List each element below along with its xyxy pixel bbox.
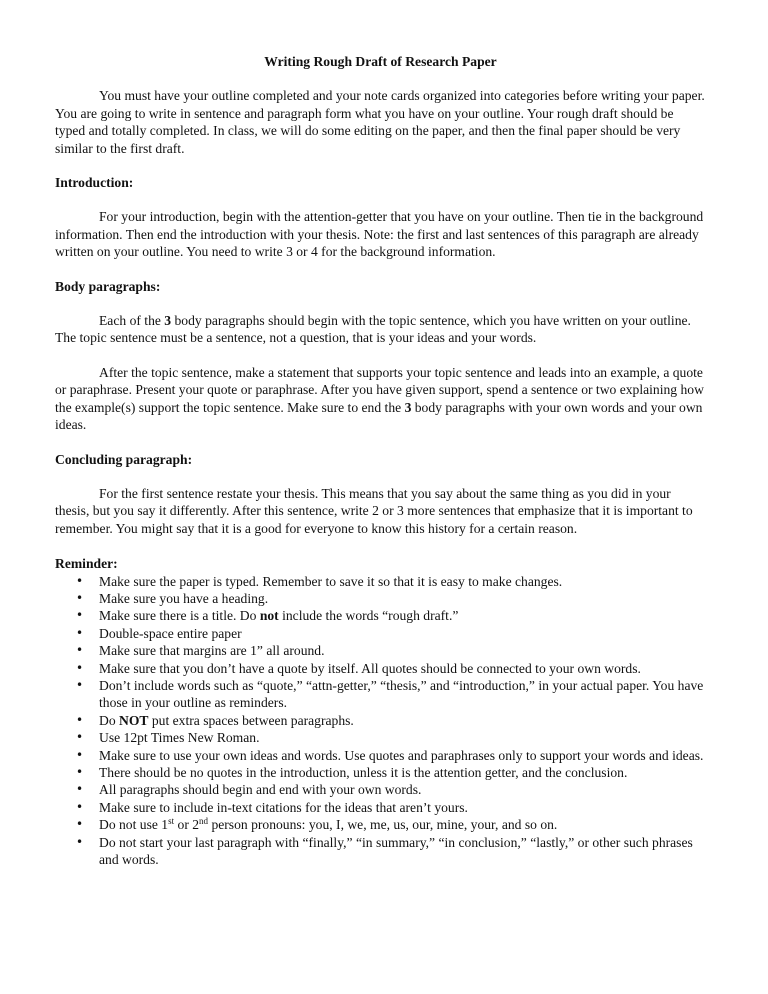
reminder-item-text: put extra spaces between paragraphs. — [148, 712, 354, 728]
reminder-item-text: Do not start your last paragraph with “finally,” “in summary,” “in conclusion,” “lastly,” or other such phrases and words. — [99, 834, 693, 868]
body-paragraph-1 — [55, 312, 706, 347]
bullet-icon: • — [76, 712, 84, 727]
reminder-item-emphasis: NOT — [119, 712, 149, 728]
intro-paragraph: You must have your outline completed and your note cards organized into categories before writing your paper. You are going to write in sentence and paragraph form what you have on your outline. Your rough draft should be typed and totally completed. In class, we will do some editing on the paper, and then the final paper should be very similar to the first draft. — [55, 88, 705, 156]
reminder-item — [55, 660, 706, 677]
bullet-icon: • — [76, 834, 84, 849]
bullet-icon: • — [76, 660, 84, 675]
reminder-item-text: All paragraphs should begin and end with your own words. — [99, 782, 422, 798]
reminder-item — [55, 816, 706, 833]
reminder-item-text: Use 12pt Times New Roman. — [99, 730, 260, 746]
bullet-icon: • — [76, 782, 84, 797]
reminder-item — [55, 712, 706, 729]
bullet-icon: • — [76, 747, 84, 762]
reminder-item — [55, 799, 706, 816]
body-p1-bold: 3 — [164, 313, 172, 329]
reminder-item — [55, 729, 706, 746]
reminder-item-text: include the words “rough draft.” — [278, 608, 459, 624]
reminder-item — [55, 677, 706, 712]
bullet-icon: • — [76, 677, 84, 692]
reminder-item-text: Double-space entire paper — [99, 625, 242, 641]
concluding-heading: Concluding paragraph: — [55, 451, 193, 467]
reminder-item — [55, 747, 706, 764]
reminder-item — [55, 625, 706, 642]
reminder-item-text: Don’t include words such as “quote,” “attn-getter,” “thesis,” and “introduction,” in your actual paper. You have those in your outline as reminders. — [99, 677, 704, 711]
reminder-item — [55, 764, 706, 781]
bullet-icon: • — [76, 573, 84, 588]
bullet-icon: • — [76, 590, 84, 605]
reminder-item-text: Do not use 1 — [99, 817, 169, 833]
reminder-item — [55, 590, 706, 607]
reminder-item — [55, 781, 706, 798]
bullet-icon: • — [76, 643, 84, 658]
bullet-icon: • — [76, 765, 84, 779]
reminder-item — [55, 573, 706, 590]
reminder-item-text: Make sure there is a title. Do — [99, 608, 260, 624]
reminder-list — [55, 573, 706, 869]
body-p1-text-a: Each of the — [99, 313, 165, 329]
reminder-item-text: Make sure the paper is typed. Remember to save it so that it is easy to make changes. — [99, 573, 563, 589]
reminder-item-superscript: st — [168, 816, 175, 827]
bullet-icon: • — [76, 799, 84, 814]
bullet-icon: • — [76, 730, 84, 745]
bullet-icon: • — [76, 608, 84, 623]
reminder-item-superscript: nd — [199, 816, 209, 827]
reminder-item-text: Do — [99, 712, 120, 728]
reminder-item-text: Make sure to use your own ideas and words. Use quotes and paraphrases only to support your words and ideas. — [99, 747, 704, 763]
introduction-heading: Introduction: — [55, 175, 134, 191]
reminder-item-text: There should be no quotes in the introduction, unless it is the attention getter, and the conclusion. — [99, 765, 628, 780]
reminder-item-text: Make sure you have a heading. — [99, 590, 269, 606]
body-paragraph-2 — [55, 364, 706, 434]
concluding-paragraph: For the first sentence restate your thesis. This means that you say about the same thing as you did in your thesis, but you say it differently. After this sentence, write 2 or 3 more sentences that emphasize that it is important to remember. You might say that it is a good for everyone to know this history for a certain reason. — [55, 485, 693, 536]
reminder-item — [55, 607, 706, 624]
body-paragraphs-heading: Body paragraphs: — [55, 278, 161, 294]
bullet-icon: • — [76, 817, 84, 832]
reminder-item-emphasis: not — [259, 608, 279, 624]
reminder-item-text: Make sure to include in-text citations for the ideas that aren’t yours. — [99, 799, 468, 815]
reminder-item — [55, 642, 706, 659]
reminder-item-text: Make sure that margins are 1” all around. — [99, 643, 325, 659]
introduction-paragraph: For your introduction, begin with the attention-getter that you have on your outline. Then tie in the background information. Then end the introduction with your thesis. Note: the first and last sentences of this paragraph are already written on your outline. You need to write 3 or 4 for the background information. — [55, 209, 704, 260]
body-p2-bold: 3 — [404, 399, 412, 415]
reminder-item — [55, 834, 706, 869]
body-p2-text-a: After the topic sentence, make a statement that supports your topic sentence and leads into an example, a quote or paraphrase. Present your quote or paraphrase. After you have given support, spend a sentence or two explaining how the example(s) support the topic sentence. Make sure to end the — [55, 364, 704, 415]
bullet-icon: • — [76, 625, 84, 640]
body-p1-text-b: body paragraphs should begin with the topic sentence, which you have written on your outline. The topic sentence must be a sentence, not a question, that is your ideas and your words. — [55, 313, 691, 346]
reminder-item-text: or 2 — [174, 817, 200, 833]
reminder-heading: Reminder: — [55, 556, 118, 572]
body-p2-text-b: body paragraphs with your own words and your own ideas. — [55, 399, 703, 433]
reminder-item-text: person pronouns: you, I, we, me, us, our, mine, your, and so on. — [208, 817, 558, 833]
page-title: Writing Rough Draft of Research Paper — [264, 54, 497, 69]
reminder-item-text: Make sure that you don’t have a quote by itself. All quotes should be connected to your own words. — [99, 660, 641, 676]
